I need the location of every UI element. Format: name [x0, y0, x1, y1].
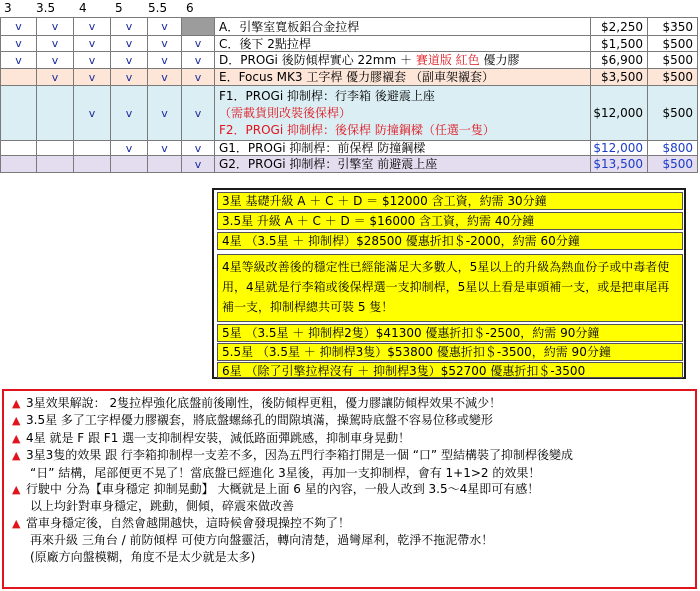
star-cell-r3-c5 — [181, 68, 215, 86]
item-description-1 — [214, 35, 591, 52]
item-labor-price: $350 — [647, 17, 698, 36]
notes-box — [2, 389, 697, 589]
star-cell-r6-c0 — [0, 155, 37, 173]
star-cell-r2-c2 — [73, 51, 111, 69]
check-mark: v — [88, 107, 96, 120]
star-cell-r5-c0 — [0, 140, 37, 156]
note-text: 3星效果解說： 2隻拉桿強化底盤前後剛性，後防傾桿更粗，優力膠讓防傾桿效果不減少！ — [26, 396, 502, 410]
check-mark: v — [194, 142, 202, 155]
check-mark: v — [161, 54, 168, 67]
note-text: 3.5星 多了工字桿優力膠襯套，將底盤螺絲孔的間隙填滿，操駕時底盤不容易位移或變形 — [26, 413, 493, 428]
header-star-4: 5.5 — [148, 1, 168, 15]
star-cell-r3-c0 — [0, 68, 37, 86]
check-mark: v — [194, 71, 202, 84]
star-cell-r0-c3 — [110, 17, 148, 36]
star-cell-r1-c1 — [36, 35, 74, 52]
star-cell-r2-c4 — [147, 51, 182, 69]
warning-triangle-icon: ▲ — [12, 414, 21, 428]
item-labor-price: $500 — [647, 68, 698, 86]
star-cell-r4-c2 — [73, 85, 111, 141]
summary-line-3star: 3星 基礎升級 A ＋ C ＋ D ＝ $12000 含工資，約需 30分鐘 — [217, 192, 683, 210]
note-line — [12, 395, 695, 412]
warning-triangle-icon: ▲ — [12, 431, 21, 445]
item-description-line — [219, 122, 590, 139]
summary-line-6star: 6星 （除了引擎拉桿沒有 ＋ 抑制桿3隻）$52700 優惠折扣＄-3500 — [217, 362, 683, 378]
check-mark: v — [88, 54, 96, 67]
check-mark: v — [125, 54, 133, 67]
summary-line-5-5star: 5.5星 （3.5星 ＋ 抑制桿3隻）$53800 優惠折扣＄-3500，約需 90分鐘 — [217, 343, 683, 361]
item-price: $1,500 — [590, 35, 648, 52]
header-star-0: 3 — [4, 1, 12, 15]
note-line — [12, 465, 695, 481]
check-mark: v — [194, 158, 202, 171]
check-mark: v — [125, 142, 133, 155]
star-cell-r2-c1 — [36, 51, 74, 69]
star-cell-r3-c1 — [36, 68, 74, 86]
warning-triangle-icon: ▲ — [12, 516, 21, 530]
star-cell-r1-c0 — [0, 35, 37, 52]
item-price: $6,900 — [590, 51, 648, 69]
note-text: (原廠方向盤模糊，角度不是太少就是太多) — [30, 549, 256, 564]
item-text: F2．PROGi 抑制桿：後保桿 防撞鋼樑（任選一隻） — [219, 123, 495, 137]
item-description-6 — [214, 155, 591, 173]
star-cell-r1-c5 — [181, 35, 215, 52]
star-cell-r3-c4 — [147, 68, 182, 86]
note-text: 型結構裝了抑制桿後變成 — [437, 448, 573, 463]
star-cell-r3-c2 — [73, 68, 111, 86]
item-description-2 — [214, 51, 591, 69]
check-mark: v — [194, 107, 202, 120]
item-description-5 — [214, 140, 591, 156]
item-text: 優力膠 — [479, 53, 520, 67]
warning-triangle-icon: ▲ — [12, 397, 21, 410]
note-text: 4星 就是 F 跟 F1 選一支抑制桿安裝，減低路面彈跳感，抑制車身晃動！ — [26, 430, 411, 445]
star-cell-r4-c4 — [147, 85, 182, 141]
item-labor-price: $800 — [647, 140, 698, 156]
check-mark: v — [125, 37, 133, 50]
item-text: （需載貨則改裝後保桿） — [219, 106, 352, 120]
star-cell-r0-c5 — [181, 17, 215, 36]
summary-line-5star: 5星 （3.5星 ＋ 抑制桿2隻）$41300 優惠折扣＄-2500，約需 90分鐘 — [217, 324, 683, 342]
item-text: E．Focus MK3 工字桿 優力膠襯套 （副車架襯套） — [219, 70, 494, 84]
item-labor-price: $500 — [647, 85, 698, 141]
check-mark: v — [125, 71, 133, 84]
item-text: C．後下 2點拉桿 — [219, 37, 311, 51]
star-cell-r4-c5 — [181, 85, 215, 141]
note-text: “日” 結構，尾部便更不晃了！當底盤已經進化 3星後，再加一支抑制桿，會有 1+1>2 的效果！ — [30, 465, 541, 480]
item-description-4 — [214, 85, 591, 141]
note-text: 以上均針對車身穩定，跳動，側傾，碎震來做改善 — [30, 499, 295, 514]
item-price: $12,000 — [590, 140, 648, 156]
check-mark: v — [51, 37, 59, 50]
header-star-2: 4 — [79, 1, 87, 15]
star-cell-r2-c5 — [181, 51, 215, 69]
summary-box — [212, 188, 686, 379]
check-mark: v — [88, 37, 96, 50]
item-price: $13,500 — [590, 155, 648, 173]
star-cell-r6-c2 — [73, 155, 111, 173]
item-description-0 — [214, 17, 591, 36]
star-cell-r0-c0 — [0, 17, 37, 36]
star-cell-r6-c5 — [181, 155, 215, 173]
check-mark: v — [125, 20, 133, 33]
star-cell-r5-c4 — [147, 140, 182, 156]
warning-triangle-icon: ▲ — [12, 449, 21, 463]
item-text: G1．PROGi 抑制桿：前保桿 防撞鋼樑 — [219, 141, 426, 155]
check-mark: v — [161, 71, 168, 84]
star-cell-r0-c4 — [147, 17, 182, 36]
star-cell-r0-c2 — [73, 17, 111, 36]
star-cell-r4-c1 — [36, 85, 74, 141]
star-cell-r2-c3 — [110, 51, 148, 69]
item-description-line — [219, 105, 590, 122]
header-star-1: 3.5 — [36, 1, 56, 15]
item-text: D．PROGi 後防傾桿實心 22mm ＋ — [219, 53, 416, 67]
star-cell-r0-c1 — [36, 17, 74, 36]
check-mark: v — [161, 37, 168, 50]
star-cell-r6-c4 — [147, 155, 182, 173]
check-mark: v — [15, 20, 22, 33]
item-text: A．引擎室寬板鋁合金拉桿 — [219, 20, 360, 34]
item-price: $3,500 — [590, 68, 648, 86]
note-line — [12, 532, 695, 548]
check-mark: v — [15, 54, 22, 67]
note-text: “口” — [412, 448, 438, 463]
note-line — [12, 481, 695, 498]
note-text: 3星3隻的效果 跟 行李箱抑制桿一支差不多，因為五門行李箱打開是一個 — [26, 448, 413, 463]
summary-paragraph: 4星等級改善後的穩定性已經能滿足大多數人，5星以上的升級為熱血份子或中毒者使用，4星就是行李箱或後保桿選一支抑制桿，5星以上看是車頭補一支，或是把車尾再補一支，抑制桿總共可裝 5 隻！ — [217, 254, 683, 322]
note-line — [12, 447, 695, 464]
star-cell-r5-c2 — [73, 140, 111, 156]
check-mark: v — [15, 37, 22, 50]
warning-triangle-icon: ▲ — [12, 483, 21, 497]
item-description-line — [219, 88, 590, 105]
check-mark: v — [125, 107, 133, 120]
star-cell-r6-c3 — [110, 155, 148, 173]
item-description-3 — [214, 68, 591, 86]
item-text: 賽道版 紅色 — [415, 53, 480, 67]
check-mark: v — [51, 54, 59, 67]
star-cell-r4-c0 — [0, 85, 37, 141]
check-mark: v — [161, 107, 168, 120]
item-labor-price: $500 — [647, 35, 698, 52]
note-line — [12, 412, 695, 429]
item-labor-price: $500 — [647, 155, 698, 173]
star-cell-r1-c2 — [73, 35, 111, 52]
check-mark: v — [161, 142, 168, 155]
check-mark: v — [161, 20, 168, 33]
check-mark: v — [51, 20, 59, 33]
check-mark: v — [88, 71, 96, 84]
note-line — [12, 498, 695, 514]
star-cell-r5-c3 — [110, 140, 148, 156]
note-line — [12, 430, 695, 447]
check-mark: v — [51, 71, 59, 84]
star-cell-r1-c4 — [147, 35, 182, 52]
summary-line-3-5star: 3.5星 升級 A ＋ C ＋ D ＝ $16000 含工資，約需 40分鐘 — [217, 212, 683, 230]
item-price: $12,000 — [590, 85, 648, 141]
star-cell-r1-c3 — [110, 35, 148, 52]
note-text: 再來升級 三角台 / 前防傾桿 可使方向盤靈活，轉向清楚，過彎犀利，乾淨不拖泥帶水！ — [30, 533, 494, 548]
note-text: 行駛中 分為【車身穩定 抑制晃動】 大概就是上面 6 星的內容，一般人改到 3.5～4星即可有感！ — [26, 482, 540, 497]
star-cell-r5-c1 — [36, 140, 74, 156]
item-labor-price: $500 — [647, 51, 698, 69]
star-cell-r2-c0 — [0, 51, 37, 69]
header-star-3: 5 — [115, 1, 123, 15]
item-price: $2,250 — [590, 17, 648, 36]
star-cell-r5-c5 — [181, 140, 215, 156]
note-line — [12, 515, 695, 532]
item-text: G2．PROGi 抑制桿：引擎室 前避震上座 — [219, 157, 438, 171]
note-text: 當車身穩定後，自然會越開越快，這時候會發現操控不夠了！ — [26, 515, 351, 530]
header-star-5: 6 — [186, 1, 194, 15]
note-line — [12, 549, 695, 565]
star-cell-r3-c3 — [110, 68, 148, 86]
check-mark: v — [194, 37, 202, 50]
item-text: F1．PROGi 抑制桿：行李箱 後避震上座 — [219, 89, 435, 103]
summary-line-4star: 4星 （3.5星 ＋ 抑制桿）$28500 優惠折扣＄-2000，約需 60分鐘 — [217, 232, 683, 250]
check-mark: v — [88, 20, 96, 33]
star-cell-r4-c3 — [110, 85, 148, 141]
check-mark: v — [194, 54, 202, 67]
star-cell-r6-c1 — [36, 155, 74, 173]
